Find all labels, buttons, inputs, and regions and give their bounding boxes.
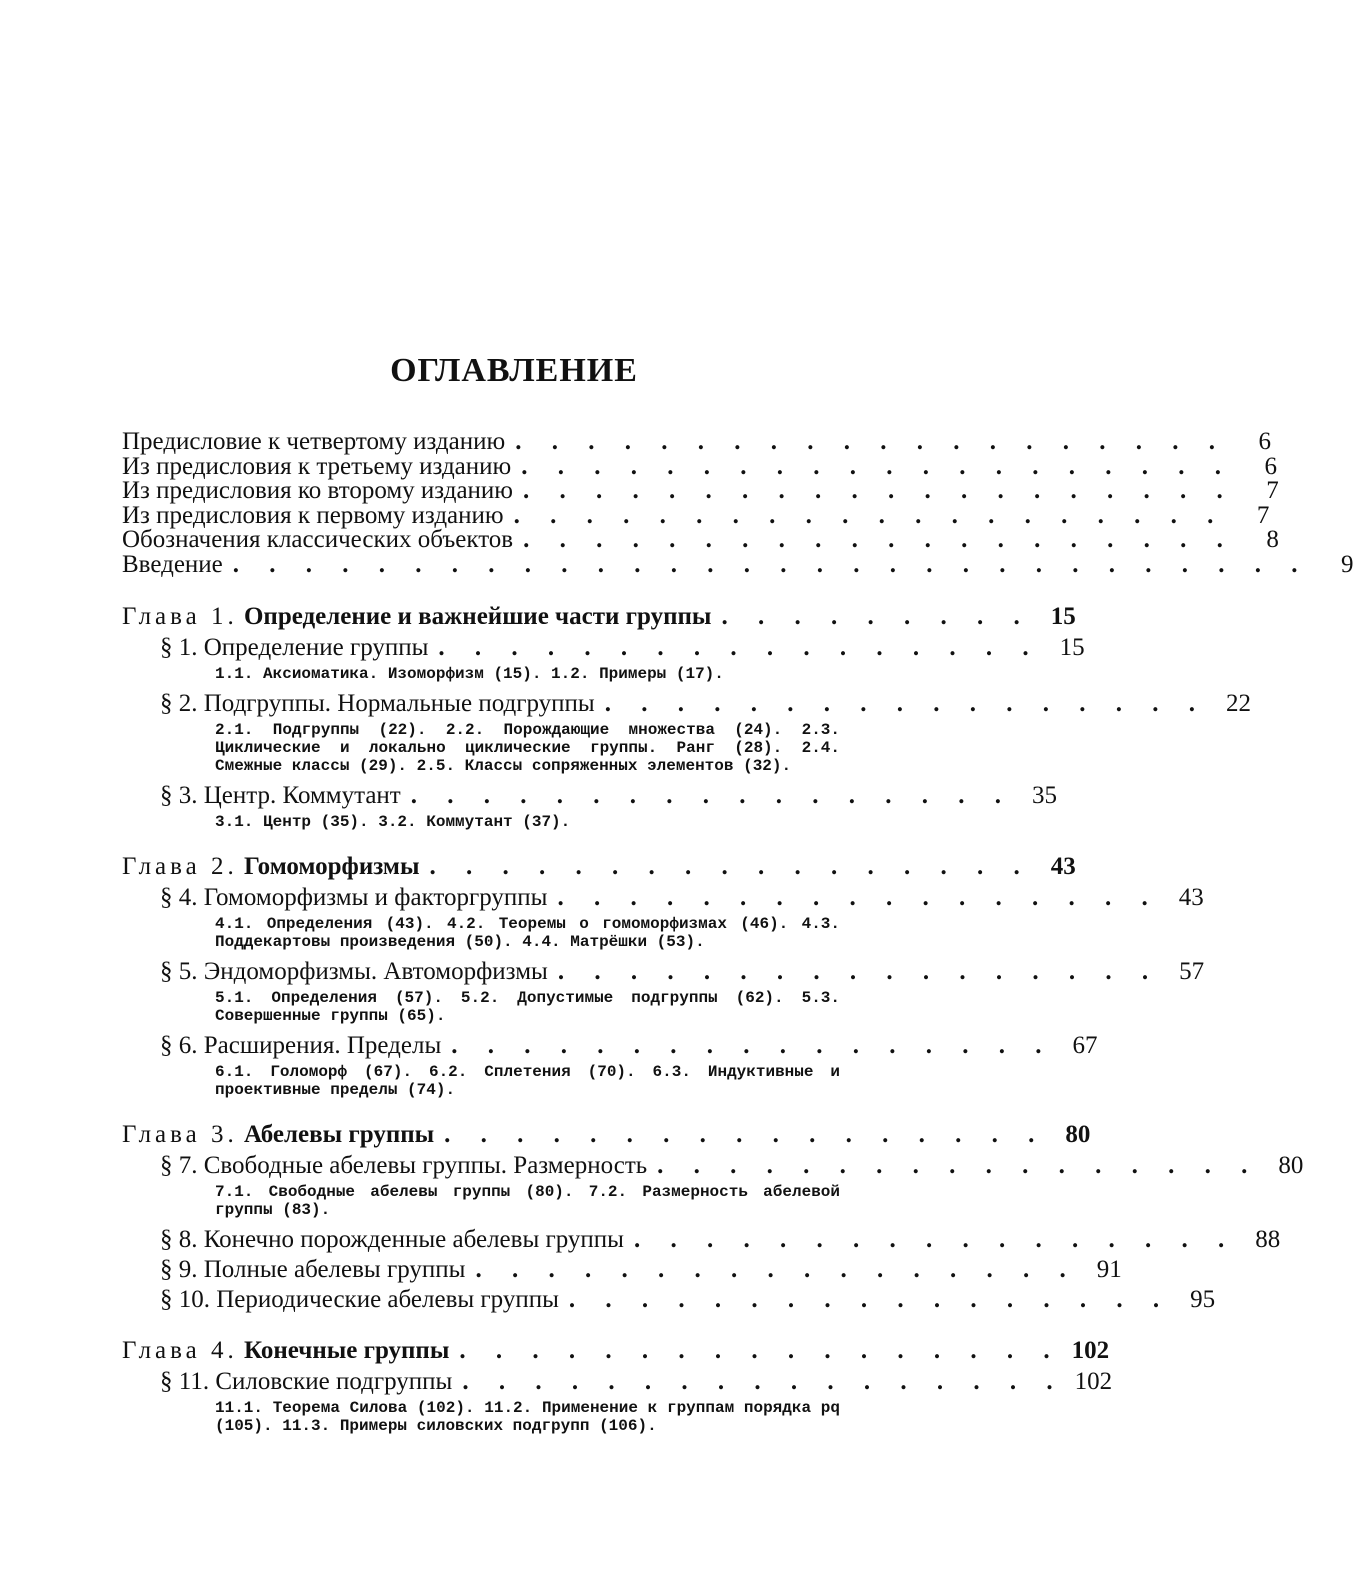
section-page: 91: [1096, 1256, 1122, 1283]
section-entry[interactable]: [122, 1285, 1216, 1315]
dot-leader: . . . . . . . . . . . . . . . . .: [410, 782, 1013, 809]
section-entry[interactable]: [122, 633, 1085, 663]
section-page: 35: [1032, 782, 1057, 809]
section-mark: § 7.: [160, 1152, 198, 1179]
chapter-page: 15: [1050, 603, 1076, 630]
toc-entry-page: 8: [1266, 526, 1279, 553]
dot-leader: . . . . . . . . .: [721, 603, 1032, 630]
chapter-page: 102: [1071, 1337, 1110, 1364]
toc-entry-page: 9: [1341, 550, 1354, 578]
front-matter-list: [122, 428, 1354, 578]
section-entry[interactable]: [122, 1367, 1113, 1397]
subsection-list: 11.1. Теорема Силова (102). 11.2. Применение к группам порядка pq (105). 11.3. Примеры силовских подгрупп (106).: [215, 1399, 840, 1435]
toc-entry[interactable]: [122, 526, 1279, 553]
chapter-number: Глава 1.: [122, 603, 238, 630]
section-mark: § 9.: [160, 1256, 198, 1283]
section-title: Расширения. Пределы: [203, 1032, 442, 1059]
dot-leader: . . . . . . . . . . . . . . . . . . . . . . . . . . . . . .: [232, 550, 1310, 578]
subsection-list: 4.1. Определения (43). 4.2. Теоремы о гомоморфизмах (46). 4.3. Поддекартовы произведения (50). 4.4. Матрёшки (53).: [215, 915, 840, 951]
section-page: 22: [1225, 690, 1251, 717]
subsection-list: 2.1. Подгруппы (22). 2.2. Порождающие множества (24). 2.3. Циклические и локально циклические группы. Ранг (28). 2.4. Смежные классы (29). 2.5. Классы сопряженных элементов (32).: [215, 721, 840, 775]
toc-entry-page: 7: [1266, 477, 1279, 504]
subsection-list: 6.1. Голоморф (67). 6.2. Сплетения (70). 6.3. Индуктивные и проективные пределы (74).: [215, 1063, 840, 1099]
dot-leader: . . . . . . . . . . . . . . . . .: [568, 1286, 1172, 1313]
section-page: 43: [1178, 884, 1204, 911]
dot-leader: . . . . . . . . . . . . . . . . .: [557, 884, 1160, 911]
section-title: Свободные абелевы группы. Размерность: [203, 1152, 648, 1179]
chapter-heading[interactable]: [122, 601, 1076, 633]
dot-leader: . . . . . . . . . . . . . . . . .: [438, 634, 1041, 661]
section-entry[interactable]: [122, 883, 1204, 913]
toc-entry[interactable]: [122, 477, 1279, 504]
section-entry[interactable]: [122, 1151, 1304, 1181]
dot-leader: . . . . . . . . . . . . . . . . .: [557, 958, 1161, 985]
page-title: ОГЛАВЛЕНИЕ: [390, 352, 638, 389]
toc-entry-page: 6: [1258, 428, 1271, 455]
section-entry[interactable]: [122, 781, 1057, 811]
toc-entry-label: Из предисловия ко второму изданию: [122, 477, 513, 504]
dot-leader: . . . . . . . . . . . . . . . . .: [459, 1337, 1062, 1364]
chapter-heading[interactable]: [122, 1119, 1091, 1151]
dot-leader: . . . . . . . . . . . . . . . . .: [604, 690, 1207, 717]
section-mark: § 8.: [160, 1226, 198, 1253]
section-mark: § 10.: [160, 1286, 210, 1313]
subsection-list: 1.1. Аксиоматика. Изоморфизм (15). 1.2. Примеры (17).: [215, 665, 724, 683]
dot-leader: . . . . . . . . . . . . . . . . . . . .: [513, 501, 1226, 529]
chapter-number: Глава 4.: [122, 1337, 238, 1364]
section-title: Конечно порожденные абелевы группы: [203, 1226, 624, 1253]
dot-leader: . . . . . . . . . . . . . . . . .: [429, 853, 1032, 880]
section-title: Периодические абелевы группы: [216, 1286, 559, 1313]
section-mark: § 2.: [160, 690, 198, 717]
toc-entry-label: Из предисловия к первому изданию: [122, 501, 504, 529]
section-mark: § 11.: [160, 1368, 210, 1395]
dot-leader: . . . . . . . . . . . . . . . . .: [657, 1152, 1260, 1179]
chapter-title: Определение и важнейшие части группы: [243, 603, 712, 630]
dot-leader: . . . . . . . . . . . . . . . . .: [451, 1032, 1054, 1059]
section-entry[interactable]: [122, 1031, 1098, 1061]
dot-leader: . . . . . . . . . . . . . . . . . . . .: [523, 526, 1235, 553]
section-page: 15: [1059, 634, 1085, 661]
section-mark: § 4.: [160, 884, 198, 911]
chapter-number: Глава 3.: [122, 1121, 238, 1148]
section-title: Силовские подгруппы: [215, 1368, 453, 1395]
toc-entry-label: Из предисловия к третьему изданию: [122, 452, 512, 480]
section-page: 95: [1190, 1286, 1216, 1313]
section-title: Центр. Коммутант: [203, 782, 401, 809]
section-title: Определение группы: [203, 634, 429, 661]
section-entry[interactable]: [122, 957, 1205, 987]
section-title: Эндоморфизмы. Автоморфизмы: [203, 958, 548, 985]
toc-entry-label: Введение: [122, 550, 223, 578]
dot-leader: . . . . . . . . . . . . . . . . .: [633, 1226, 1237, 1253]
section-page: 80: [1278, 1152, 1304, 1179]
subsection-list: 3.1. Центр (35). 3.2. Коммутант (37).: [215, 813, 571, 831]
chapter-title: Абелевы группы: [243, 1121, 435, 1148]
dot-leader: . . . . . . . . . . . . . . . . . . . .: [522, 477, 1235, 504]
toc-entry[interactable]: [122, 428, 1271, 455]
chapter-page: 43: [1050, 853, 1076, 880]
toc-entry-label: Обозначения классических объектов: [122, 526, 514, 553]
subsection-list: 5.1. Определения (57). 5.2. Допустимые подгруппы (62). 5.3. Совершенные группы (65).: [215, 989, 840, 1025]
chapter-number: Глава 2.: [122, 853, 238, 880]
dot-leader: . . . . . . . . . . . . . . . . .: [475, 1256, 1078, 1283]
section-page: 67: [1072, 1032, 1098, 1059]
section-title: Подгруппы. Нормальные подгруппы: [203, 690, 595, 717]
chapter-heading[interactable]: [122, 1335, 1110, 1367]
section-title: Полные абелевы группы: [203, 1256, 466, 1283]
toc-entry-page: 7: [1256, 501, 1270, 529]
toc-entry[interactable]: [122, 452, 1277, 480]
chapter-heading[interactable]: [122, 851, 1076, 883]
section-entry[interactable]: [122, 1255, 1122, 1285]
chapter-title: Гомоморфизмы: [243, 853, 420, 880]
section-mark: § 3.: [160, 782, 198, 809]
toc-entry-page: 6: [1264, 452, 1277, 480]
section-mark: § 5.: [160, 958, 198, 985]
toc-entry[interactable]: [122, 550, 1354, 578]
dot-leader: . . . . . . . . . . . . . . . . .: [444, 1121, 1047, 1148]
toc-entry-label: Предисловие к четвертому изданию: [122, 428, 506, 455]
chapter-title: Конечные группы: [243, 1337, 450, 1364]
dot-leader: . . . . . . . . . . . . . . . . . . . .: [521, 452, 1233, 480]
dot-leader: . . . . . . . . . . . . . . . . . . . .: [515, 428, 1227, 455]
dot-leader: . . . . . . . . . . . . . . . . .: [462, 1368, 1065, 1395]
section-entry[interactable]: [122, 1225, 1281, 1255]
chapter-page: 80: [1065, 1121, 1091, 1148]
section-mark: § 6.: [160, 1032, 198, 1059]
section-page: 88: [1255, 1226, 1281, 1253]
section-page: 57: [1179, 958, 1205, 985]
subsection-list: 7.1. Свободные абелевы группы (80). 7.2. Размерность абелевой группы (83).: [215, 1183, 840, 1219]
toc-entry[interactable]: [122, 501, 1270, 529]
section-mark: § 1.: [160, 634, 198, 661]
section-title: Гомоморфизмы и факторгруппы: [203, 884, 548, 911]
table-of-contents: [122, 428, 1354, 1441]
section-page: 102: [1074, 1368, 1113, 1395]
section-entry[interactable]: [122, 689, 1251, 719]
